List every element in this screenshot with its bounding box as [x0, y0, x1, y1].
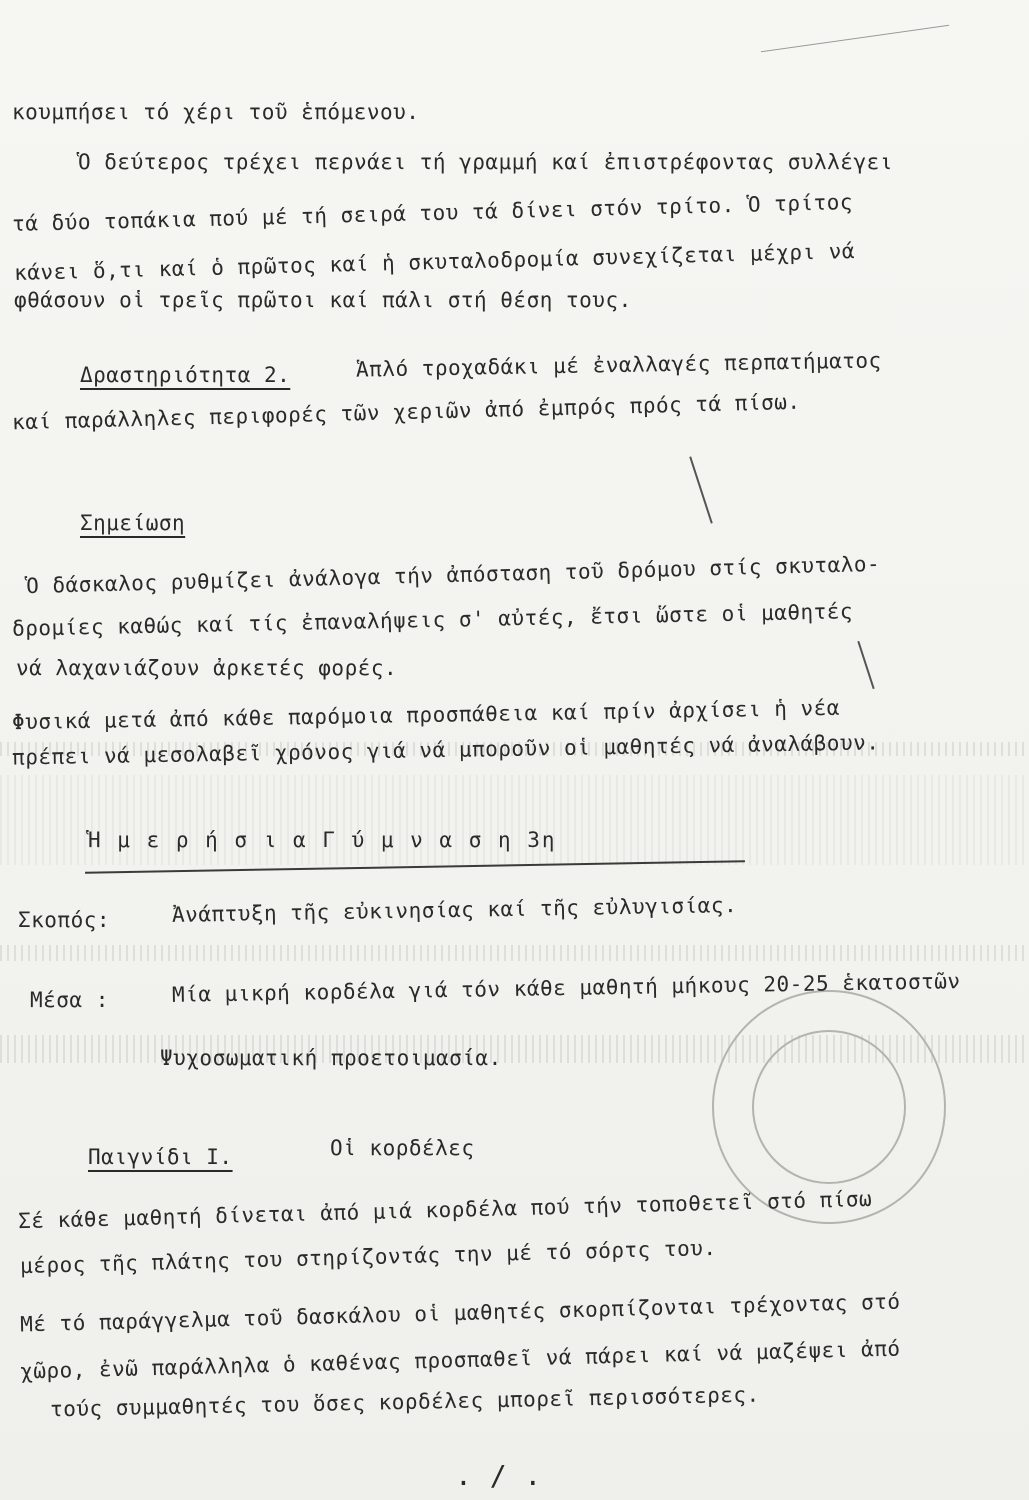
activity-heading: Δραστηριότητα 2.	[80, 363, 291, 387]
aim-label: Σκοπός:	[18, 908, 111, 932]
text-line: Ὁ δεύτερος τρέχει περνάει τή γραμμή καί ἐπιστρέφοντας συλλέγει	[78, 150, 893, 174]
faint-stamp-inner	[752, 1030, 906, 1184]
text-line: πρέπει νά μεσολαβεῖ χρόνος γιά νά μποροῦν οἱ μαθητές νά ἀναλάβουν.	[11, 730, 880, 770]
text-line: χῶρο, ἐνῶ παράλληλα ὁ καθένας προσπαθεῖ νά πάρει καί νά μαζέψει ἀπό	[19, 1336, 901, 1384]
text-line: Μέ τό παράγγελμα τοῦ δασκάλου οἱ μαθητές σκορπίζονται τρέχοντας στό	[19, 1289, 901, 1337]
text-line: κουμπήσει τό χέρι τοῦ ἑπόμενου.	[12, 100, 420, 124]
text-line: φθάσουν οἱ τρεῖς πρῶτοι καί πάλι στή θέση τους.	[14, 288, 632, 312]
text-line: νά λαχανιάζουν ἀρκετές φορές.	[16, 656, 398, 680]
aim-text: Ἀνάπτυξη τῆς εὐκινησίας καί τῆς εὐλυγισίας.	[171, 893, 738, 927]
text-line: Σέ κάθε μαθητή δίνεται ἀπό μιά κορδέλα πού τήν τοποθετεῖ στό πίσω	[17, 1186, 873, 1234]
means-label: Μέσα :	[30, 988, 109, 1012]
means-text: Μία μικρή κορδέλα γιά τόν κάθε μαθητή μήκους 20-25 ἑκατοστῶν	[171, 969, 961, 1007]
prep-heading: Ψυχοσωματική προετοιμασία.	[160, 1046, 502, 1070]
page-mark: . / .	[455, 1459, 542, 1492]
stray-mark	[689, 456, 713, 523]
text-line: Ἁπλό τροχαδάκι μέ ἐναλλαγές περπατήματος	[355, 348, 882, 382]
text-line: μέρος τῆς πλάτης του στηρίζοντάς την μέ τό σόρτς του.	[19, 1235, 717, 1279]
game-heading: Παιγνίδι Ι.	[88, 1145, 233, 1169]
text-line: Ὁ δάσκαλος ρυθμίζει ἀνάλογα τήν ἀπόσταση τοῦ δρόμου στίς σκυταλο-	[25, 551, 881, 599]
note-heading: Σημείωση	[80, 511, 186, 535]
stray-mark	[761, 25, 949, 52]
daily-title: Ἡ μ ε ρ ή σ ι α Γ ύ μ ν α σ η 3η	[88, 828, 557, 852]
game-title: Οἱ κορδέλες	[330, 1136, 475, 1160]
stray-mark	[857, 641, 874, 689]
text-line: καί παράλληλες περιφορές τῶν χεριῶν ἀπό ἐμπρός πρός τά πίσω.	[11, 389, 801, 435]
text-line: τά δύο τοπάκια πού μέ τή σειρά του τά δίνει στόν τρίτο. Ὁ τρίτος	[11, 189, 854, 237]
text-line: δρομίες καθώς καί τίς ἐπαναλήψεις σ' αὐτές, ἔτσι ὥστε οἱ μαθητές	[11, 599, 854, 641]
scan-noise-band	[0, 945, 1029, 961]
text-line: Φυσικά μετά ἀπό κάθε παρόμοια προσπάθεια καί πρίν ἀρχίσει ἡ νέα	[11, 695, 841, 735]
text-line: τούς συμμαθητές του ὅσες κορδέλες μπορεῖ περισσότερες.	[49, 1382, 760, 1422]
text-line: κάνει ὅ,τι καί ὁ πρῶτος καί ἡ σκυταλοδρομία συνεχίζεται μέχρι νά	[13, 238, 856, 286]
